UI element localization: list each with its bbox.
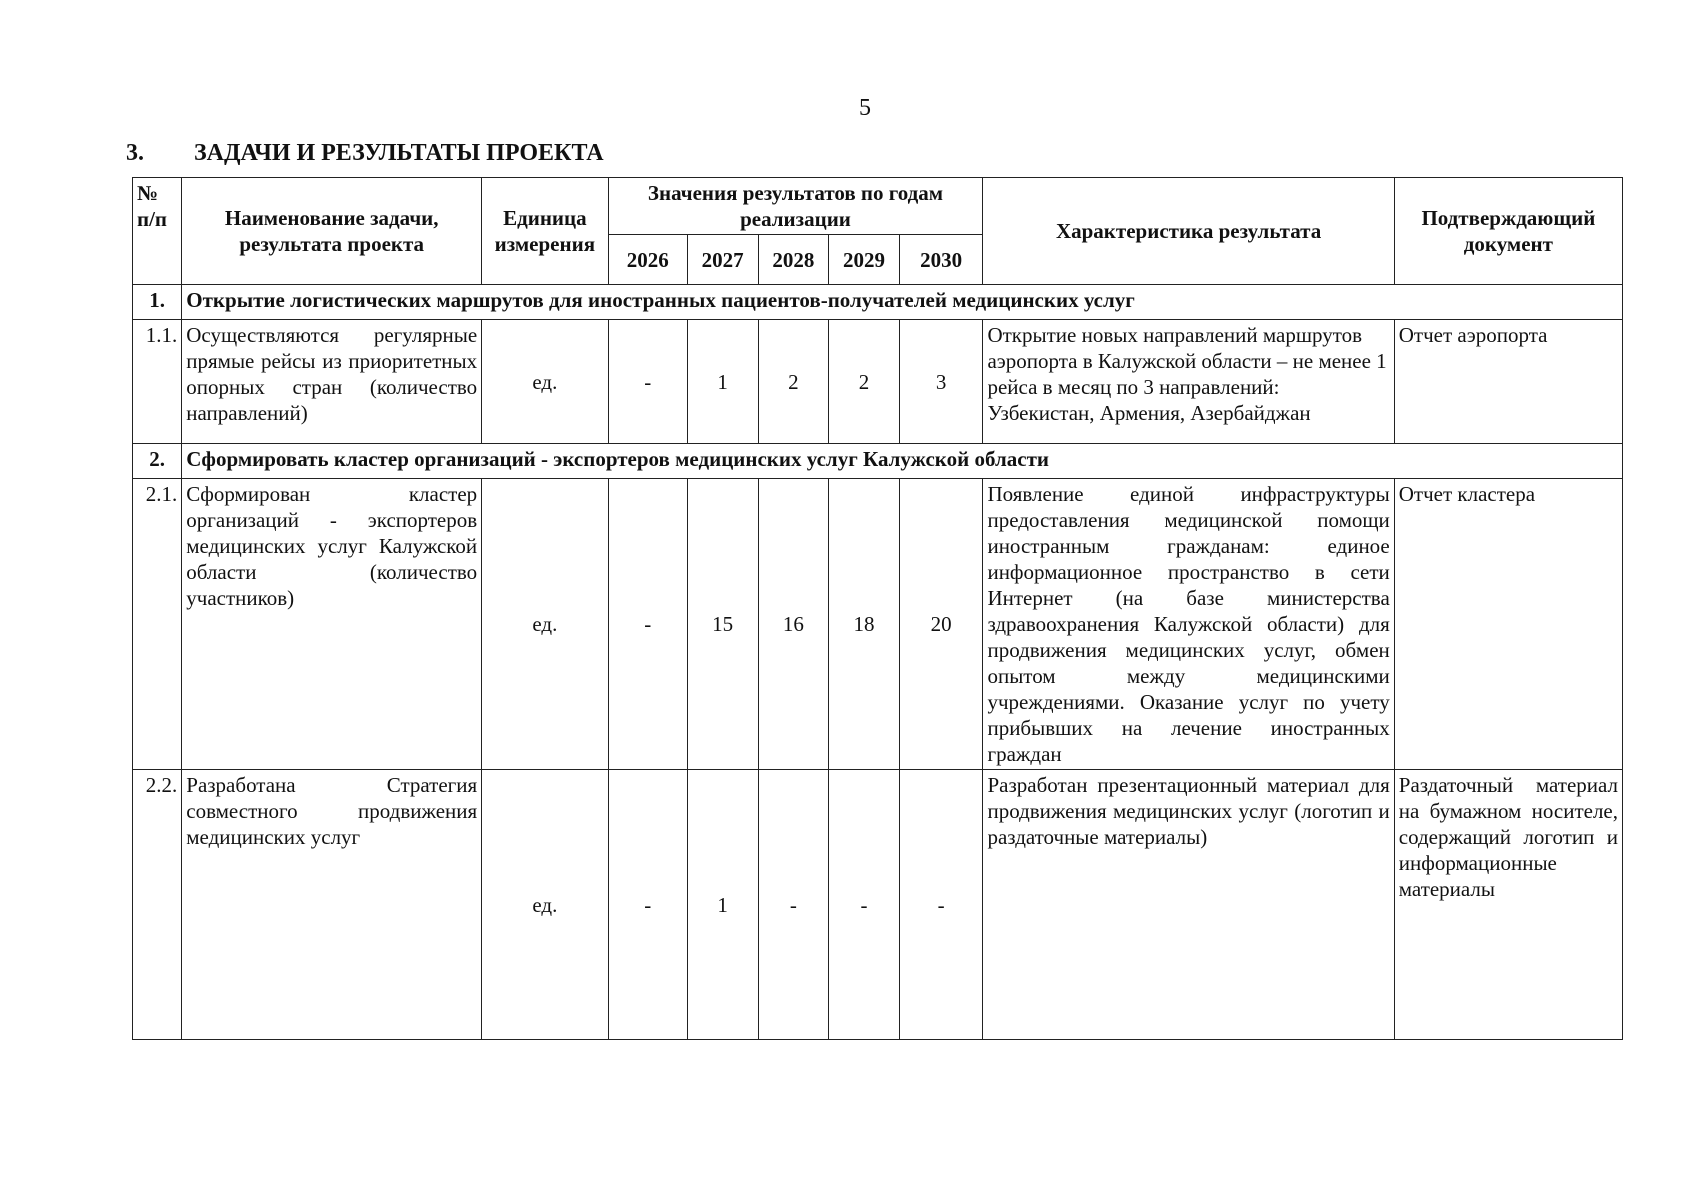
result-row xyxy=(133,479,1623,770)
header-values-group: Значения результатов по годам реализации xyxy=(608,178,983,235)
section-title-text: ЗАДАЧИ И РЕЗУЛЬТАТЫ ПРОЕКТА xyxy=(194,140,604,166)
result-number: 1.1. xyxy=(133,320,182,444)
result-document: Отчет кластера xyxy=(1394,479,1622,770)
result-value: - xyxy=(608,479,687,770)
result-value: - xyxy=(758,770,829,1040)
result-number: 2.1. xyxy=(133,479,182,770)
result-document: Отчет аэропорта xyxy=(1394,320,1622,444)
task-number: 2. xyxy=(133,444,182,479)
task-row xyxy=(133,285,1623,320)
result-name: Осуществляются регулярные прямые рейсы из приоритетных опорных стран (количество направлений) xyxy=(182,320,482,444)
result-value: 3 xyxy=(899,320,983,444)
result-value: - xyxy=(829,770,900,1040)
result-unit: ед. xyxy=(482,770,608,1040)
section-title xyxy=(126,140,604,167)
result-characteristic: Появление единой инфраструктуры предоставления медицинской помощи иностранным гражданам: единое информационное пространство в сети Интернет (на базе министерства здравоохранения Калужской области) для продвижения медицинских услуг, обмен опытом между медицинскими учреждениями. Оказание услуг по учету прибывших на лечение иностранных граждан xyxy=(983,479,1394,770)
result-value: 15 xyxy=(687,479,758,770)
result-characteristic: Открытие новых направлений маршрутов аэропорта в Калужской области – не менее 1 рейса в месяц по 3 направлений: Узбекистан, Армения, Азербайджан xyxy=(983,320,1394,444)
header-characteristic: Характеристика результата xyxy=(983,178,1394,285)
section-number: 3. xyxy=(126,140,144,166)
header-document: Подтверждающий документ xyxy=(1394,178,1622,285)
result-unit: ед. xyxy=(482,320,608,444)
result-document: Раздаточный материал на бумажном носителе, содержащий логотип и информационные материалы xyxy=(1394,770,1622,1040)
result-value: 1 xyxy=(687,770,758,1040)
result-value: 2 xyxy=(829,320,900,444)
result-unit: ед. xyxy=(482,479,608,770)
task-title: Сформировать кластер организаций - экспортеров медицинских услуг Калужской области xyxy=(182,444,1623,479)
result-value: 2 xyxy=(758,320,829,444)
header-year: 2026 xyxy=(608,235,687,285)
header-year: 2027 xyxy=(687,235,758,285)
result-name: Разработана Стратегия совместного продвижения медицинских услуг xyxy=(182,770,482,1040)
result-value: - xyxy=(899,770,983,1040)
header-year: 2029 xyxy=(829,235,900,285)
result-value: 16 xyxy=(758,479,829,770)
task-row xyxy=(133,444,1623,479)
result-row xyxy=(133,770,1623,1040)
task-title: Открытие логистических маршрутов для иностранных пациентов-получателей медицинских услуг xyxy=(182,285,1623,320)
result-row xyxy=(133,320,1623,444)
result-value: 18 xyxy=(829,479,900,770)
header-year: 2030 xyxy=(899,235,983,285)
page-number: 5 xyxy=(859,95,871,121)
header-name: Наименование задачи, результата проекта xyxy=(182,178,482,285)
result-characteristic: Разработан презентационный материал для продвижения медицинских услуг (логотип и раздаточные материалы) xyxy=(983,770,1394,1040)
header-num: № п/п xyxy=(133,178,182,285)
result-number: 2.2. xyxy=(133,770,182,1040)
result-value: - xyxy=(608,320,687,444)
result-value: 20 xyxy=(899,479,983,770)
header-year: 2028 xyxy=(758,235,829,285)
header-unit: Единица измерения xyxy=(482,178,608,285)
results-table xyxy=(132,177,1623,1040)
task-number: 1. xyxy=(133,285,182,320)
result-value: - xyxy=(608,770,687,1040)
result-name: Сформирован кластер организаций - экспортеров медицинских услуг Калужской области (количество участников) xyxy=(182,479,482,770)
result-value: 1 xyxy=(687,320,758,444)
